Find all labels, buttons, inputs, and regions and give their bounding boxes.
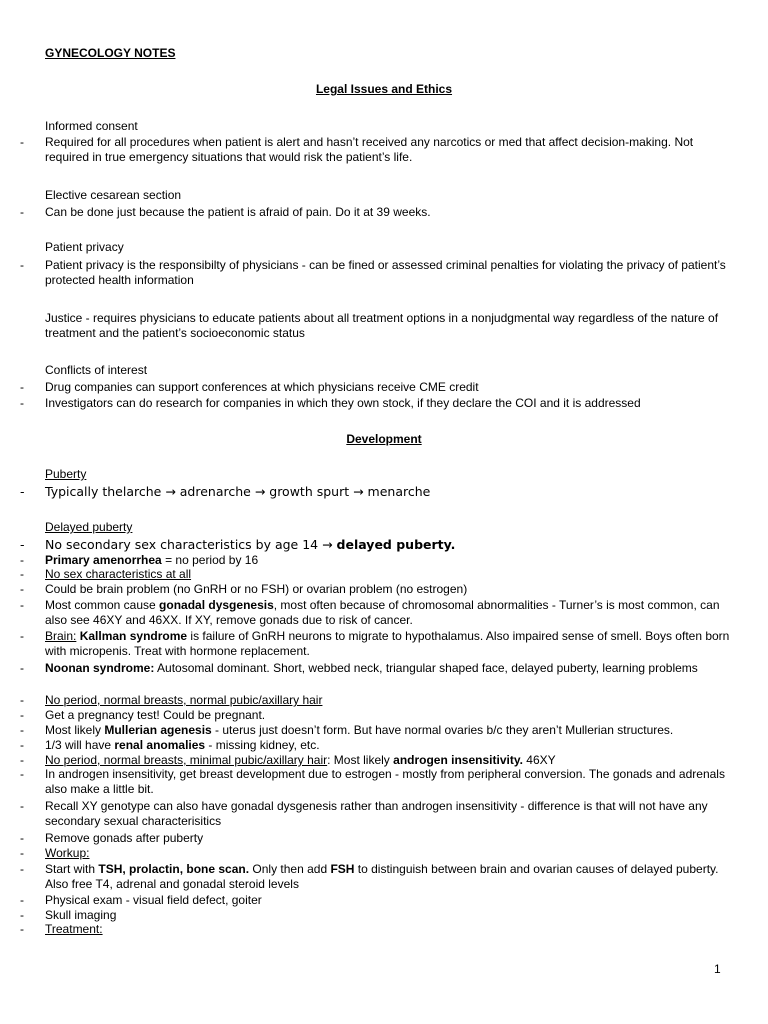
bullet-dash: - [20, 135, 24, 149]
bullet-text: Noonan syndrome: Autosomal dominant. Short, webbed neck, triangular shaped face, delayed puberty, learning problems [45, 661, 698, 675]
bullet-text: No period, normal breasts, normal pubic/axillary hair [45, 693, 323, 707]
bullet-delayed-19 [0, 908, 740, 923]
heading-elective-cesarean: Elective cesarean section [45, 188, 182, 202]
bullet-dash: - [20, 831, 24, 845]
bullet-text: Recall XY genotype can also have gonadal dysgenesis rather than androgen insensitivity - difference is that will not have any secondary sexual characterisitics [45, 799, 708, 828]
bullet-coi-1 [0, 380, 740, 395]
bullet-delayed-2 [0, 553, 740, 568]
bullet-dash: - [20, 258, 24, 272]
bullet-text: In androgen insensitivity, get breast development due to estrogen - mostly from peripheral conversion. The gonads and adrenals also make a little bit. [45, 767, 725, 796]
bullet-dash: - [20, 205, 24, 219]
bullet-informed-consent [0, 135, 740, 165]
bullet-dash: - [20, 484, 25, 499]
bullet-text: Patient privacy is the responsibilty of physicians - can be fined or assessed criminal penalties for violating the privacy of patient’s protected health information [45, 258, 726, 287]
bullet-coi-2 [0, 396, 740, 411]
bullet-dash: - [20, 567, 24, 581]
heading-delayed-puberty: Delayed puberty [45, 520, 133, 534]
bullet-delayed-18 [0, 893, 740, 908]
bullet-text: Required for all procedures when patient is alert and hasn’t received any narcotics or med that affect decision-making. Not required in true emergency situations that would risk the patient’s life. [45, 135, 694, 164]
bullet-text: Start with TSH, prolactin, bone scan. Only then add FSH to distinguish between brain and ovarian causes of delayed puberty. Also free T4, adrenal and gonadal steroid levels [45, 862, 719, 891]
bullet-delayed-8 [0, 693, 740, 708]
bullet-delayed-1 [0, 537, 740, 552]
bullet-delayed-4 [0, 582, 740, 597]
bullet-delayed-14 [0, 799, 740, 829]
bullet-text: Primary amenorrhea = no period by 16 [45, 553, 259, 567]
bullet-dash: - [20, 908, 24, 922]
bullet-dash: - [20, 553, 24, 567]
bullet-dash: - [20, 629, 24, 643]
bullet-text: Workup: [45, 846, 90, 860]
bullet-dash: - [20, 598, 24, 612]
bullet-dash: - [20, 661, 24, 675]
bullet-dash: - [20, 738, 24, 752]
bullet-text: Get a pregnancy test! Could be pregnant. [45, 708, 266, 722]
bullet-text: Skull imaging [45, 908, 117, 922]
section-title-legal: Legal Issues and Ethics [315, 82, 453, 96]
bullet-delayed-6 [0, 629, 740, 659]
bullet-dash: - [20, 846, 24, 860]
bullet-delayed-5 [0, 598, 740, 628]
bullet-dash: - [20, 708, 24, 722]
heading-informed-consent: Informed consent [45, 119, 138, 133]
bullet-delayed-15 [0, 831, 740, 846]
bullet-dash: - [20, 380, 24, 394]
bullet-text: No period, normal breasts, minimal pubic/axillary hair: Most likely androgen insensitivity. 46XY [45, 753, 556, 767]
bullet-text: Most likely Mullerian agenesis - uterus just doesn’t form. But have normal ovaries b/c they aren’t Mullerian structures. [45, 723, 674, 737]
bullet-elective-cesarean [0, 205, 740, 220]
bullet-text: Brain: Kallman syndrome is failure of GnRH neurons to migrate to hypothalamus. Also impaired sense of smell. Boys often born with micropenis. Treat with hormone replacement. [45, 629, 730, 658]
bullet-dash: - [20, 862, 24, 876]
heading-conflicts-of-interest: Conflicts of interest [45, 363, 148, 377]
bullet-text: Drug companies can support conferences at which physicians receive CME credit [45, 380, 479, 394]
bullet-delayed-13 [0, 767, 740, 797]
bullet-text: Remove gonads after puberty [45, 831, 204, 845]
section-title-development: Development [346, 432, 422, 446]
bullet-dash: - [20, 537, 25, 552]
bullet-dash: - [20, 893, 24, 907]
document-title: GYNECOLOGY NOTES [45, 46, 176, 60]
bullet-text: 1/3 will have renal anomalies - missing kidney, etc. [45, 738, 320, 752]
bullet-text: Physical exam - visual field defect, goiter [45, 893, 262, 907]
bullet-text: Treatment: [45, 922, 103, 936]
bullet-delayed-9 [0, 708, 740, 723]
bullet-delayed-11 [0, 738, 740, 753]
bullet-text: Investigators can do research for companies in which they own stock, if they declare the COI and it is addressed [45, 396, 641, 410]
bullet-text: Could be brain problem (no GnRH or no FSH) or ovarian problem (no estrogen) [45, 582, 468, 596]
bullet-dash: - [20, 767, 24, 781]
bullet-delayed-17 [0, 862, 740, 892]
bullet-text: No secondary sex characteristics by age 14 → delayed puberty. [45, 537, 456, 552]
bullet-dash: - [20, 753, 24, 767]
bullet-dash: - [20, 582, 24, 596]
bullet-delayed-7 [0, 661, 740, 676]
bullet-text: Typically thelarche → adrenarche → growth spurt → menarche [45, 484, 431, 499]
bullet-text: Can be done just because the patient is afraid of pain. Do it at 39 weeks. [45, 205, 431, 219]
bullet-delayed-20 [0, 922, 740, 937]
bullet-dash: - [20, 799, 24, 813]
heading-puberty: Puberty [45, 467, 87, 481]
page-number: 1 [714, 962, 721, 976]
bullet-delayed-10 [0, 723, 740, 738]
bullet-patient-privacy [0, 258, 740, 288]
bullet-text: No sex characteristics at all [45, 567, 192, 581]
bullet-dash: - [20, 922, 24, 936]
bullet-dash: - [20, 693, 24, 707]
bullet-delayed-3 [0, 567, 740, 582]
bullet-delayed-16 [0, 846, 740, 861]
bullet-delayed-12 [0, 753, 740, 768]
bullet-dash: - [20, 723, 24, 737]
heading-patient-privacy: Patient privacy [45, 240, 124, 254]
bullet-puberty [0, 484, 740, 499]
paragraph-justice: Justice - requires physicians to educate patients about all treatment options in a nonjudgmental way regardless of the nature of treatment and the patient’s socioeconomic status [45, 311, 719, 340]
bullet-text: Most common cause gonadal dysgenesis, most often because of chromosomal abnormalities - Turner’s is most common, can also see 46XY and 46XX. If XY, remove gonads due to risk of cancer. [45, 598, 720, 627]
bullet-dash: - [20, 396, 24, 410]
